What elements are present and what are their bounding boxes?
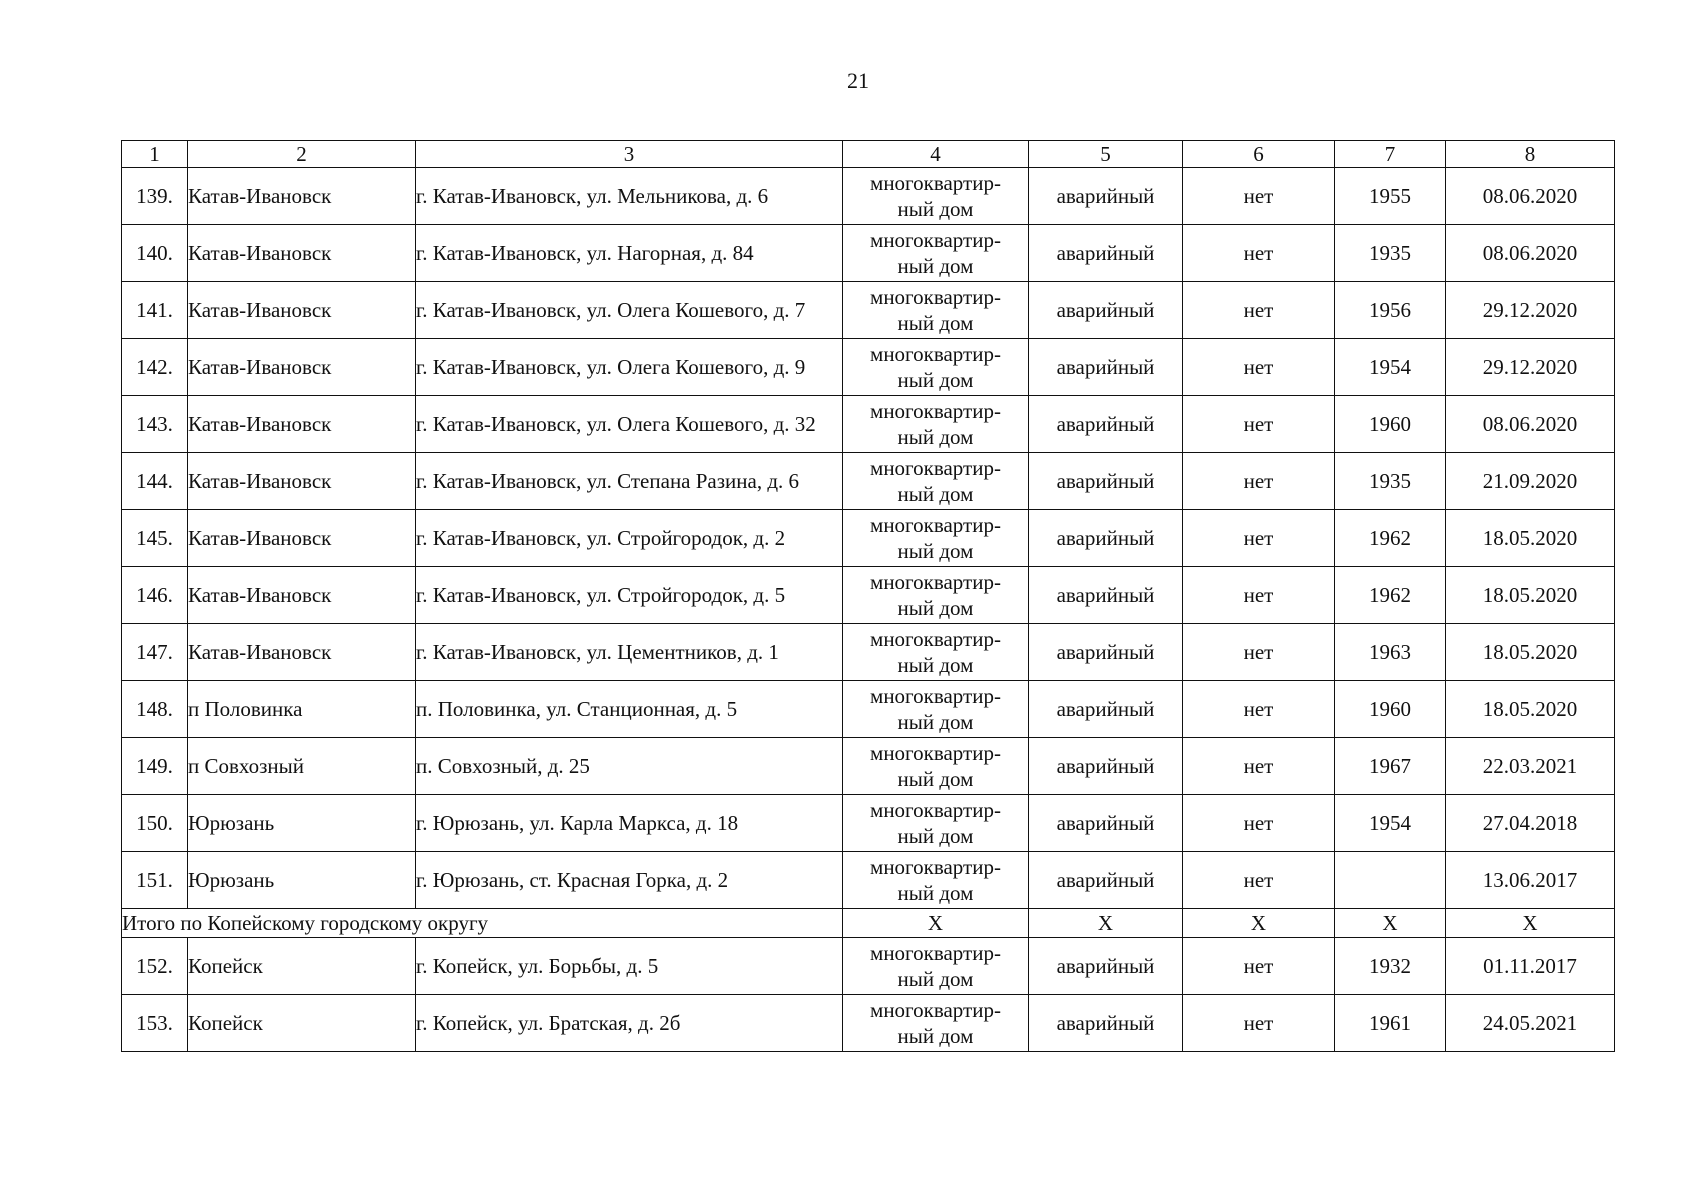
settlement-name: Катав-Ивановск bbox=[188, 510, 416, 567]
building-type-line: многоквартир- bbox=[870, 285, 1001, 309]
recognition-date: 29.12.2020 bbox=[1446, 339, 1615, 396]
address: г. Катав-Ивановск, ул. Мельникова, д. 6 bbox=[416, 168, 843, 225]
building-type bbox=[843, 624, 1029, 681]
address: г. Катав-Ивановск, ул. Нагорная, д. 84 bbox=[416, 225, 843, 282]
table-row bbox=[122, 453, 1615, 510]
x-mark: X bbox=[1029, 909, 1183, 938]
building-type-line: многоквартир- bbox=[870, 998, 1001, 1022]
address: г. Катав-Ивановск, ул. Стройгородок, д. 5 bbox=[416, 567, 843, 624]
building-type-line: многоквартир- bbox=[870, 798, 1001, 822]
construction-year: 1967 bbox=[1335, 738, 1446, 795]
row-number: 139. bbox=[122, 168, 188, 225]
building-type-line: ный дом bbox=[897, 197, 974, 221]
building-type-line: ный дом bbox=[897, 596, 974, 620]
building-type-line: многоквартир- bbox=[870, 684, 1001, 708]
building-state: аварийный bbox=[1029, 567, 1183, 624]
recognition-date: 13.06.2017 bbox=[1446, 852, 1615, 909]
column-header: 1 bbox=[122, 141, 188, 168]
registry-table bbox=[121, 140, 1615, 1052]
column-header: 8 bbox=[1446, 141, 1615, 168]
table-row bbox=[122, 795, 1615, 852]
row-number: 145. bbox=[122, 510, 188, 567]
address: г. Катав-Ивановск, ул. Степана Разина, д. 6 bbox=[416, 453, 843, 510]
address: г. Катав-Ивановск, ул. Цементников, д. 1 bbox=[416, 624, 843, 681]
building-type-line: многоквартир- bbox=[870, 228, 1001, 252]
building-type-line: многоквартир- bbox=[870, 513, 1001, 537]
construction-year: 1955 bbox=[1335, 168, 1446, 225]
status-flag: нет bbox=[1183, 453, 1335, 510]
building-state: аварийный bbox=[1029, 738, 1183, 795]
building-type-line: ный дом bbox=[897, 967, 974, 991]
row-number: 146. bbox=[122, 567, 188, 624]
table-row bbox=[122, 852, 1615, 909]
table-row bbox=[122, 282, 1615, 339]
settlement-name: Юрюзань bbox=[188, 795, 416, 852]
settlement-name: Катав-Ивановск bbox=[188, 339, 416, 396]
row-number: 141. bbox=[122, 282, 188, 339]
building-type-line: ный дом bbox=[897, 254, 974, 278]
recognition-date: 01.11.2017 bbox=[1446, 938, 1615, 995]
table-row bbox=[122, 339, 1615, 396]
recognition-date: 18.05.2020 bbox=[1446, 681, 1615, 738]
building-state: аварийный bbox=[1029, 453, 1183, 510]
table-row bbox=[122, 624, 1615, 681]
status-flag: нет bbox=[1183, 282, 1335, 339]
building-type-line: многоквартир- bbox=[870, 342, 1001, 366]
building-type-line: многоквартир- bbox=[870, 570, 1001, 594]
building-state: аварийный bbox=[1029, 624, 1183, 681]
settlement-name: Копейск bbox=[188, 938, 416, 995]
building-type bbox=[843, 681, 1029, 738]
recognition-date: 08.06.2020 bbox=[1446, 225, 1615, 282]
building-type-line: многоквартир- bbox=[870, 855, 1001, 879]
building-state: аварийный bbox=[1029, 681, 1183, 738]
building-state: аварийный bbox=[1029, 168, 1183, 225]
subtotal-section bbox=[122, 909, 1615, 938]
table-row bbox=[122, 168, 1615, 225]
building-state: аварийный bbox=[1029, 852, 1183, 909]
construction-year: 1960 bbox=[1335, 396, 1446, 453]
table-row bbox=[122, 938, 1615, 995]
x-mark: X bbox=[1335, 909, 1446, 938]
status-flag: нет bbox=[1183, 339, 1335, 396]
recognition-date: 08.06.2020 bbox=[1446, 168, 1615, 225]
building-type-line: многоквартир- bbox=[870, 399, 1001, 423]
column-header: 4 bbox=[843, 141, 1029, 168]
building-type bbox=[843, 396, 1029, 453]
building-state: аварийный bbox=[1029, 995, 1183, 1052]
address: г. Копейск, ул. Борьбы, д. 5 bbox=[416, 938, 843, 995]
row-number: 142. bbox=[122, 339, 188, 396]
building-state: аварийный bbox=[1029, 938, 1183, 995]
building-type bbox=[843, 225, 1029, 282]
column-header: 3 bbox=[416, 141, 843, 168]
row-number: 151. bbox=[122, 852, 188, 909]
recognition-date: 18.05.2020 bbox=[1446, 510, 1615, 567]
status-flag: нет bbox=[1183, 681, 1335, 738]
status-flag: нет bbox=[1183, 852, 1335, 909]
settlement-name: Катав-Ивановск bbox=[188, 453, 416, 510]
building-type bbox=[843, 282, 1029, 339]
table-row bbox=[122, 567, 1615, 624]
table-row bbox=[122, 510, 1615, 567]
recognition-date: 22.03.2021 bbox=[1446, 738, 1615, 795]
column-header: 6 bbox=[1183, 141, 1335, 168]
recognition-date: 24.05.2021 bbox=[1446, 995, 1615, 1052]
subtotal-label: Итого по Копейскому городскому округу bbox=[122, 909, 843, 938]
building-type bbox=[843, 567, 1029, 624]
settlement-name: Катав-Ивановск bbox=[188, 567, 416, 624]
address: г. Копейск, ул. Братская, д. 2б bbox=[416, 995, 843, 1052]
x-mark: X bbox=[1446, 909, 1615, 938]
building-type bbox=[843, 795, 1029, 852]
row-number: 140. bbox=[122, 225, 188, 282]
construction-year: 1954 bbox=[1335, 339, 1446, 396]
status-flag: нет bbox=[1183, 225, 1335, 282]
construction-year: 1935 bbox=[1335, 453, 1446, 510]
construction-year: 1935 bbox=[1335, 225, 1446, 282]
building-state: аварийный bbox=[1029, 225, 1183, 282]
table-body-kopeisk bbox=[122, 938, 1615, 1052]
construction-year: 1932 bbox=[1335, 938, 1446, 995]
x-mark: X bbox=[843, 909, 1029, 938]
recognition-date: 08.06.2020 bbox=[1446, 396, 1615, 453]
building-type-line: ный дом bbox=[897, 1024, 974, 1048]
settlement-name: Катав-Ивановск bbox=[188, 624, 416, 681]
construction-year bbox=[1335, 852, 1446, 909]
building-type-line: многоквартир- bbox=[870, 171, 1001, 195]
recognition-date: 18.05.2020 bbox=[1446, 567, 1615, 624]
table-row bbox=[122, 995, 1615, 1052]
recognition-date: 21.09.2020 bbox=[1446, 453, 1615, 510]
settlement-name: п Половинка bbox=[188, 681, 416, 738]
table-row bbox=[122, 681, 1615, 738]
settlement-name: Катав-Ивановск bbox=[188, 282, 416, 339]
column-header: 7 bbox=[1335, 141, 1446, 168]
column-header: 2 bbox=[188, 141, 416, 168]
building-type-line: многоквартир- bbox=[870, 941, 1001, 965]
settlement-name: Катав-Ивановск bbox=[188, 225, 416, 282]
building-type bbox=[843, 938, 1029, 995]
address: п. Совхозный, д. 25 bbox=[416, 738, 843, 795]
building-type-line: ный дом bbox=[897, 710, 974, 734]
settlement-name: п Совхозный bbox=[188, 738, 416, 795]
building-type bbox=[843, 852, 1029, 909]
table-body-katav bbox=[122, 168, 1615, 909]
address: п. Половинка, ул. Станционная, д. 5 bbox=[416, 681, 843, 738]
page-number: 21 bbox=[847, 68, 869, 93]
construction-year: 1962 bbox=[1335, 510, 1446, 567]
status-flag: нет bbox=[1183, 510, 1335, 567]
building-state: аварийный bbox=[1029, 282, 1183, 339]
building-type-line: ный дом bbox=[897, 824, 974, 848]
building-state: аварийный bbox=[1029, 396, 1183, 453]
table-header bbox=[122, 141, 1615, 168]
address: г. Юрюзань, ул. Карла Маркса, д. 18 bbox=[416, 795, 843, 852]
status-flag: нет bbox=[1183, 938, 1335, 995]
construction-year: 1960 bbox=[1335, 681, 1446, 738]
settlement-name: Копейск bbox=[188, 995, 416, 1052]
row-number: 152. bbox=[122, 938, 188, 995]
address: г. Юрюзань, ст. Красная Горка, д. 2 bbox=[416, 852, 843, 909]
status-flag: нет bbox=[1183, 995, 1335, 1052]
building-type bbox=[843, 339, 1029, 396]
address: г. Катав-Ивановск, ул. Олега Кошевого, д. 9 bbox=[416, 339, 843, 396]
building-type-line: многоквартир- bbox=[870, 456, 1001, 480]
recognition-date: 18.05.2020 bbox=[1446, 624, 1615, 681]
row-number: 144. bbox=[122, 453, 188, 510]
building-state: аварийный bbox=[1029, 795, 1183, 852]
row-number: 143. bbox=[122, 396, 188, 453]
status-flag: нет bbox=[1183, 738, 1335, 795]
construction-year: 1956 bbox=[1335, 282, 1446, 339]
building-type bbox=[843, 738, 1029, 795]
construction-year: 1963 bbox=[1335, 624, 1446, 681]
building-type-line: ный дом bbox=[897, 482, 974, 506]
table-row bbox=[122, 396, 1615, 453]
subtotal-row bbox=[122, 909, 1615, 938]
row-number: 149. bbox=[122, 738, 188, 795]
building-type-line: ный дом bbox=[897, 653, 974, 677]
building-type-line: ный дом bbox=[897, 881, 974, 905]
settlement-name: Юрюзань bbox=[188, 852, 416, 909]
building-type-line: ный дом bbox=[897, 425, 974, 449]
address: г. Катав-Ивановск, ул. Олега Кошевого, д. 32 bbox=[416, 396, 843, 453]
building-state: аварийный bbox=[1029, 339, 1183, 396]
status-flag: нет bbox=[1183, 624, 1335, 681]
construction-year: 1954 bbox=[1335, 795, 1446, 852]
status-flag: нет bbox=[1183, 795, 1335, 852]
row-number: 153. bbox=[122, 995, 188, 1052]
building-type-line: ный дом bbox=[897, 767, 974, 791]
table-row bbox=[122, 738, 1615, 795]
settlement-name: Катав-Ивановск bbox=[188, 168, 416, 225]
building-type-line: многоквартир- bbox=[870, 627, 1001, 651]
building-type-line: ный дом bbox=[897, 539, 974, 563]
building-state: аварийный bbox=[1029, 510, 1183, 567]
building-type bbox=[843, 168, 1029, 225]
table-row bbox=[122, 225, 1615, 282]
address: г. Катав-Ивановск, ул. Стройгородок, д. 2 bbox=[416, 510, 843, 567]
row-number: 147. bbox=[122, 624, 188, 681]
building-type-line: ный дом bbox=[897, 311, 974, 335]
building-type-line: ный дом bbox=[897, 368, 974, 392]
column-number-row bbox=[122, 141, 1615, 168]
building-type bbox=[843, 453, 1029, 510]
x-mark: X bbox=[1183, 909, 1335, 938]
recognition-date: 29.12.2020 bbox=[1446, 282, 1615, 339]
construction-year: 1961 bbox=[1335, 995, 1446, 1052]
column-header: 5 bbox=[1029, 141, 1183, 168]
row-number: 150. bbox=[122, 795, 188, 852]
building-type bbox=[843, 510, 1029, 567]
building-type bbox=[843, 995, 1029, 1052]
address: г. Катав-Ивановск, ул. Олега Кошевого, д. 7 bbox=[416, 282, 843, 339]
row-number: 148. bbox=[122, 681, 188, 738]
status-flag: нет bbox=[1183, 396, 1335, 453]
building-type-line: многоквартир- bbox=[870, 741, 1001, 765]
recognition-date: 27.04.2018 bbox=[1446, 795, 1615, 852]
status-flag: нет bbox=[1183, 567, 1335, 624]
status-flag: нет bbox=[1183, 168, 1335, 225]
settlement-name: Катав-Ивановск bbox=[188, 396, 416, 453]
construction-year: 1962 bbox=[1335, 567, 1446, 624]
